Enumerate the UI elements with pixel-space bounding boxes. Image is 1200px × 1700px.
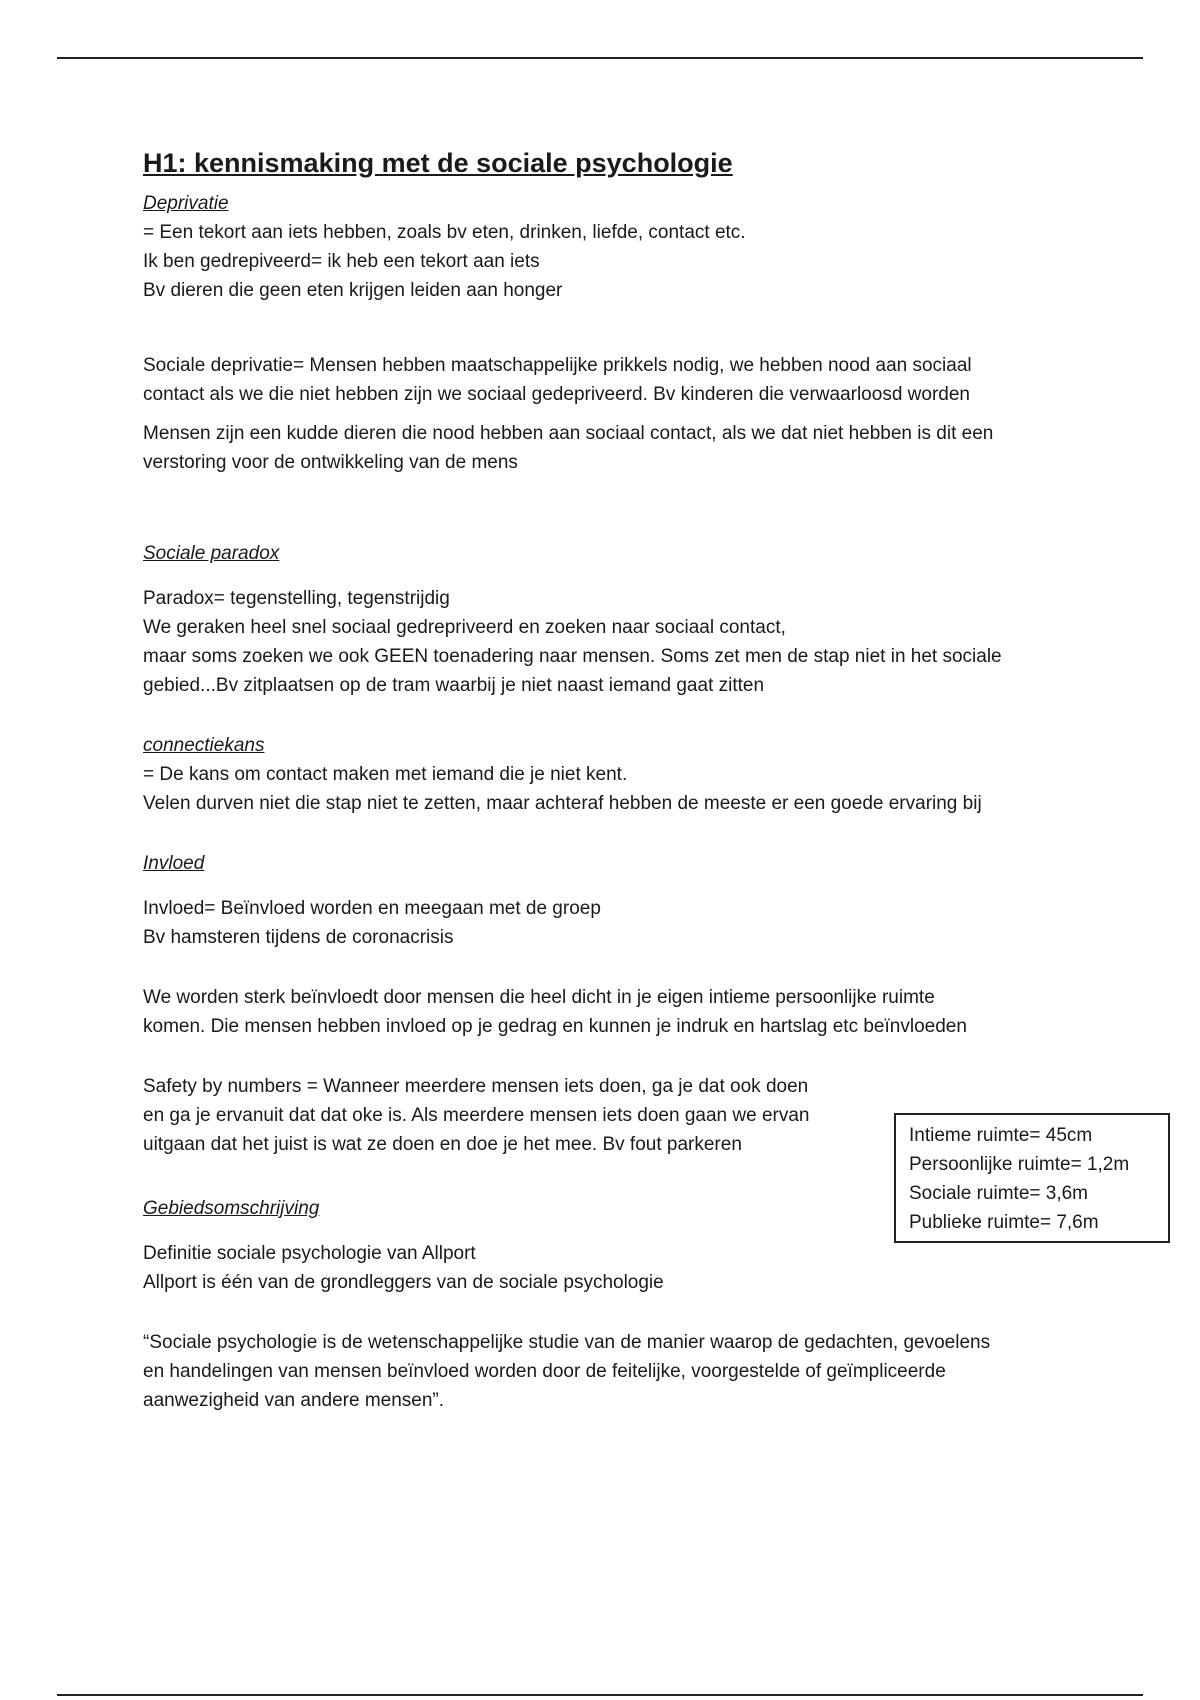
text-line: en ga je ervanuit dat dat oke is. Als meerdere mensen iets doen gaan we ervan	[143, 1105, 810, 1126]
text-line: = Een tekort aan iets hebben, zoals bv eten, drinken, liefde, contact etc.	[143, 222, 746, 243]
text-line: uitgaan dat het juist is wat ze doen en doe je het mee. Bv fout parkeren	[143, 1134, 742, 1155]
text-line: maar soms zoeken we ook GEEN toenadering naar mensen. Soms zet men de stap niet in het sociale	[143, 646, 1002, 667]
text-line: Allport is één van de grondleggers van de sociale psychologie	[143, 1272, 664, 1293]
text-line: verstoring voor de ontwikkeling van de mens	[143, 452, 518, 473]
heading-connectiekans: connectiekans	[143, 735, 265, 756]
quote-line: en handelingen van mensen beïnvloed worden door de feitelijke, voorgestelde of geïmpliceerde	[143, 1361, 946, 1382]
page-title: H1: kennismaking met de sociale psychologie	[143, 148, 733, 178]
heading-sociale-paradox: Sociale paradox	[143, 543, 280, 564]
text-line: Bv hamsteren tijdens de coronacrisis	[143, 927, 454, 948]
heading-gebiedsomschrijving: Gebiedsomschrijving	[143, 1198, 320, 1219]
text-line: Paradox= tegenstelling, tegenstrijdig	[143, 588, 450, 609]
bottom-rule	[57, 1694, 1143, 1696]
box-line: Intieme ruimte= 45cm	[909, 1125, 1093, 1146]
text-line: = De kans om contact maken met iemand die je niet kent.	[143, 764, 628, 785]
top-rule	[57, 57, 1143, 59]
text-line: Mensen zijn een kudde dieren die nood hebben aan sociaal contact, als we dat niet hebben is dit een	[143, 423, 994, 444]
text-line: We geraken heel snel sociaal gedrepriveerd en zoeken naar sociaal contact,	[143, 617, 786, 638]
text-line: Velen durven niet die stap niet te zetten, maar achteraf hebben de meeste er een goede ervaring bij	[143, 793, 982, 814]
text-line: Sociale deprivatie= Mensen hebben maatschappelijke prikkels nodig, we hebben nood aan sociaal	[143, 355, 972, 376]
text-line: Bv dieren die geen eten krijgen leiden aan honger	[143, 280, 563, 301]
heading-deprivatie: Deprivatie	[143, 193, 229, 214]
personal-space-box	[894, 1113, 1170, 1243]
text-line: contact als we die niet hebben zijn we sociaal gedepriveerd. Bv kinderen die verwaarloosd worden	[143, 384, 970, 405]
text-line: Invloed= Beïnvloed worden en meegaan met de groep	[143, 898, 601, 919]
heading-invloed: Invloed	[143, 853, 205, 874]
text-line: komen. Die mensen hebben invloed op je gedrag en kunnen je indruk en hartslag etc beïnvloeden	[143, 1016, 967, 1037]
quote-line: aanwezigheid van andere mensen”.	[143, 1390, 445, 1411]
box-line: Publieke ruimte= 7,6m	[909, 1212, 1099, 1233]
text-line: Definitie sociale psychologie van Allport	[143, 1243, 476, 1264]
text-line: Ik ben gedrepiveerd= ik heb een tekort aan iets	[143, 251, 540, 272]
box-line: Sociale ruimte= 3,6m	[909, 1183, 1088, 1204]
text-line: Safety by numbers = Wanneer meerdere mensen iets doen, ga je dat ook doen	[143, 1076, 809, 1097]
text-line: gebied...Bv zitplaatsen op de tram waarbij je niet naast iemand gaat zitten	[143, 675, 765, 696]
box-line: Persoonlijke ruimte= 1,2m	[909, 1154, 1130, 1175]
quote-line: “Sociale psychologie is de wetenschappelijke studie van de manier waarop de gedachten, gevoelens	[143, 1332, 991, 1353]
text-line: We worden sterk beïnvloedt door mensen die heel dicht in je eigen intieme persoonlijke ruimte	[143, 987, 935, 1008]
